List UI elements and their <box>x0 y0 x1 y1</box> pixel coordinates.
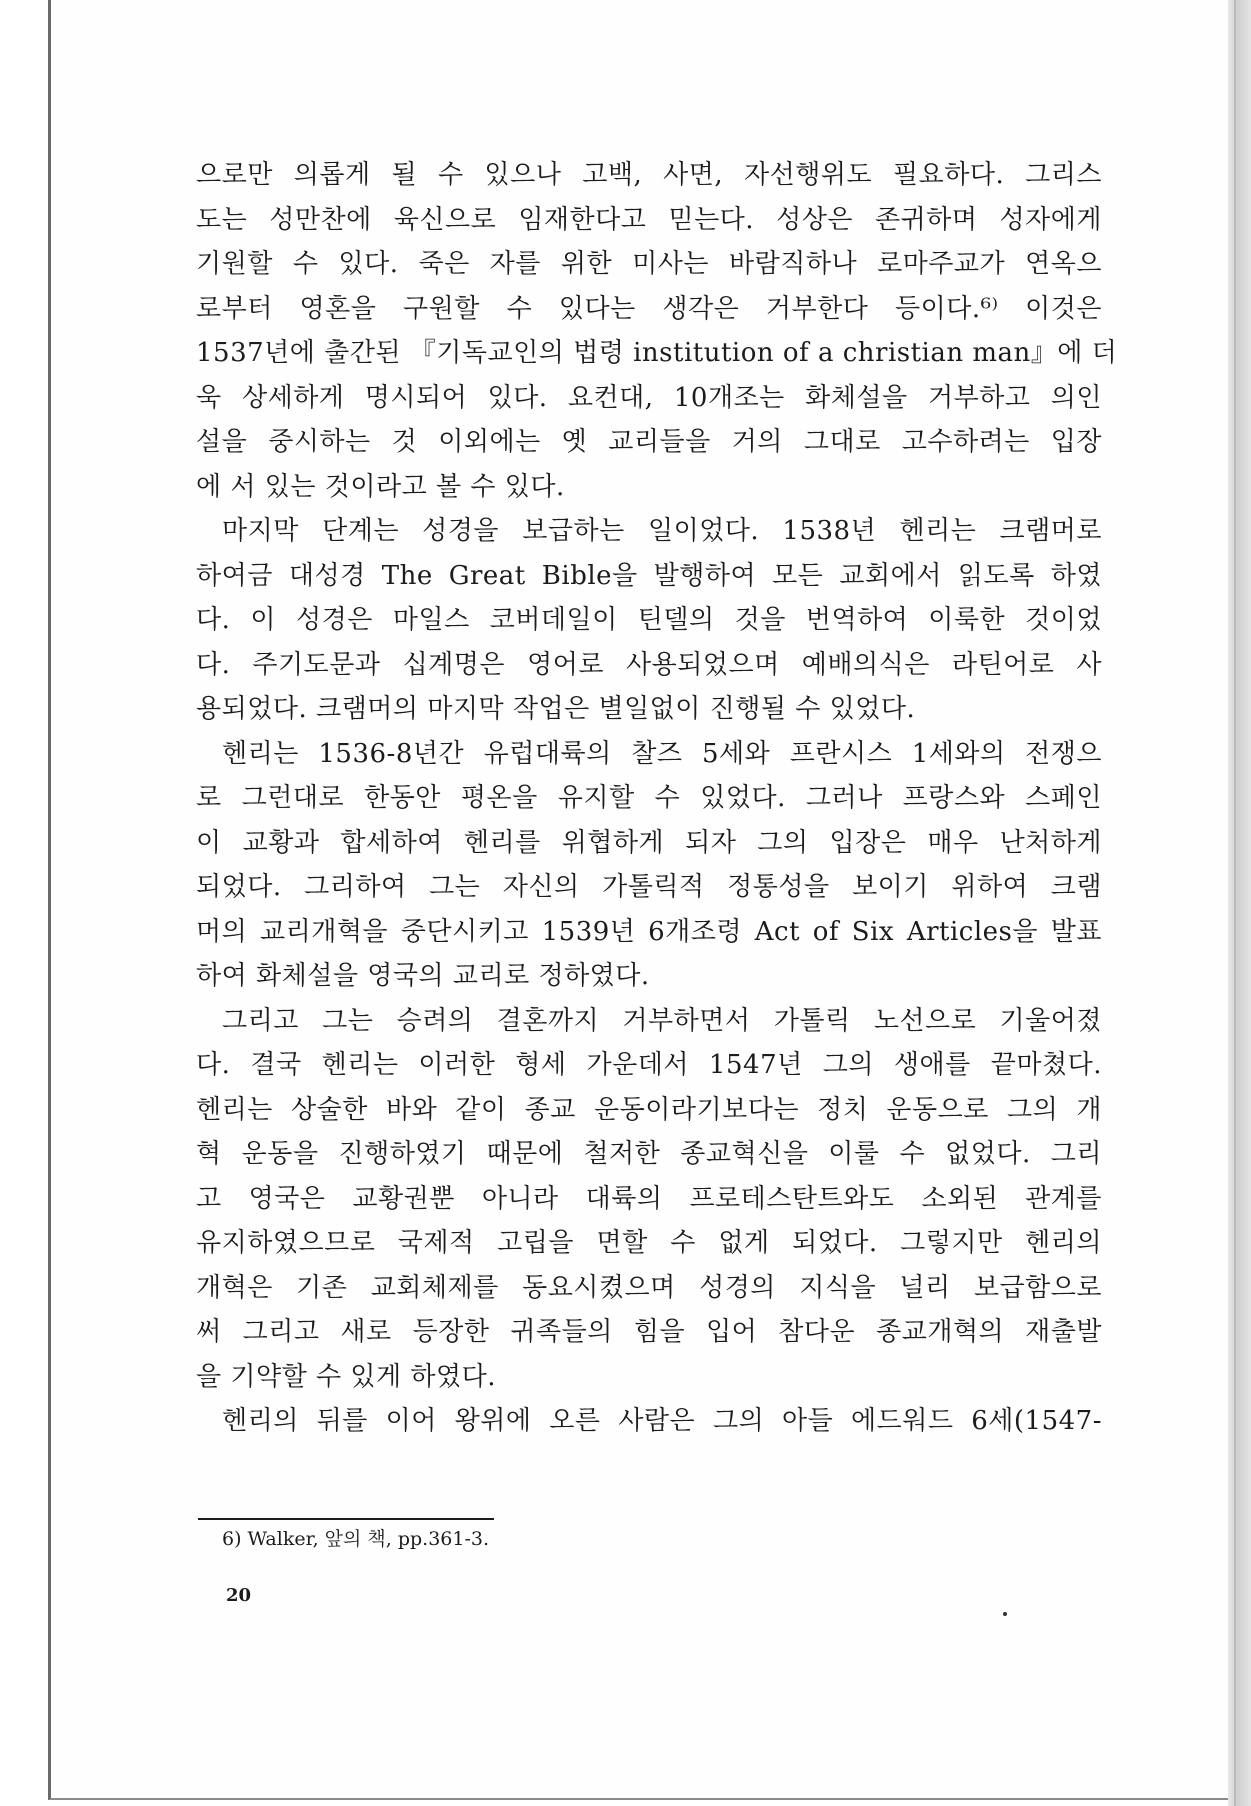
paragraph-1 <box>196 153 1118 509</box>
text-line: 설을 중시하는 것 이외에는 옛 교리들을 거의 그대로 고수하려는 입장 <box>196 427 1102 457</box>
text-line: 로 그런대로 한동안 평온을 유지할 수 있었다. 그러나 프랑스와 스페인 <box>196 783 1102 813</box>
footnote: 6) Walker, 앞의 책, pp.361-3. <box>222 1528 490 1550</box>
scan-speck <box>1003 1612 1007 1616</box>
text-line: 되었다. 그리하여 그는 자신의 가톨릭적 정통성을 보이기 위하여 크램 <box>196 872 1102 902</box>
text-line: 머의 교리개혁을 중단시키고 1539년 6개조령 Act of Six Articles을 발표 <box>196 916 1102 947</box>
text-line: 으로만 의롭게 될 수 있으나 고백, 사면, 자선행위도 필요하다. 그리스 <box>196 160 1102 190</box>
text-line: 다. 결국 헨리는 이러한 형세 가운데서 1547년 그의 생애를 끝마쳤다. <box>196 1050 1102 1080</box>
paragraph-2 <box>196 509 1102 732</box>
text-line: 하여금 대성경 The Great Bible을 발행하여 모든 교회에서 읽도록 하였 <box>196 560 1102 591</box>
text-line: 1537년에 출간된 『기독교인의 법령 institution of a christian man』에 더 <box>196 338 1118 368</box>
text-line: 마지막 단계는 성경을 보급하는 일이었다. 1538년 헨리는 크램머로 <box>222 516 1102 546</box>
text-line: 헨리는 상술한 바와 같이 종교 운동이라기보다는 정치 운동으로 그의 개 <box>196 1094 1102 1125</box>
page-edge-shadow <box>1228 0 1251 1806</box>
text-line: 다. 이 성경은 마일스 코버데일이 틴델의 것을 번역하여 이룩한 것이었 <box>196 605 1102 635</box>
text-line: 헨리의 뒤를 이어 왕위에 오른 사람은 그의 아들 에드워드 6세(1547- <box>222 1406 1102 1436</box>
footnote-divider <box>198 1518 494 1520</box>
text-line: 개혁은 기존 교회체제를 동요시켰으며 성경의 지식을 널리 보급함으로 <box>196 1272 1102 1303</box>
paragraph-4 <box>196 999 1102 1400</box>
text-line: 로부터 영혼을 구원할 수 있다는 생각은 거부한다 등이다.⁶⁾ 이것은 <box>196 293 1102 324</box>
text-line: 유지하였으므로 국제적 고립을 면할 수 없게 되었다. 그렇지만 헨리의 <box>196 1228 1102 1258</box>
text-line: 에 서 있는 것이라고 볼 수 있다. <box>196 471 565 502</box>
text-line: 하여 화체설을 영국의 교리로 정하였다. <box>196 961 650 991</box>
text-line: 헨리는 1536-8년간 유럽대륙의 찰즈 5세와 프란시스 1세와의 전쟁으 <box>222 738 1102 769</box>
text-line: 도는 성만찬에 육신으로 임재한다고 믿는다. 성상은 존귀하며 성자에게 <box>196 204 1102 235</box>
text-line: 고 영국은 교황권뿐 아니라 대륙의 프로테스탄트와도 소외된 관계를 <box>196 1183 1102 1214</box>
text-line: 혁 운동을 진행하였기 때문에 철저한 종교혁신을 이룰 수 없었다. 그리 <box>196 1139 1102 1169</box>
text-line: 그리고 그는 승려의 결혼까지 거부하면서 가톨릭 노선으로 기울어졌 <box>222 1005 1102 1036</box>
body-text <box>196 153 1118 1444</box>
text-line: 이 교황과 합세하여 헨리를 위협하게 되자 그의 입장은 매우 난처하게 <box>196 827 1102 858</box>
text-line: 용되었다. 크램머의 마지막 작업은 별일없이 진행될 수 있었다. <box>196 694 916 724</box>
text-line: 다. 주기도문과 십계명은 영어로 사용되었으며 예배의식은 라틴어로 사 <box>196 649 1102 680</box>
paragraph-5 <box>196 1399 1102 1444</box>
text-line: 기원할 수 있다. 죽은 자를 위한 미사는 바람직하나 로마주교가 연옥으 <box>196 249 1102 279</box>
paragraph-3 <box>196 732 1102 999</box>
text-line: 욱 상세하게 명시되어 있다. 요컨대, 10개조는 화체설을 거부하고 의인 <box>196 382 1102 413</box>
text-line: 을 기약할 수 있게 하였다. <box>196 1361 496 1392</box>
page-number: 20 <box>226 1585 252 1606</box>
text-line: 써 그리고 새로 등장한 귀족들의 힘을 입어 참다운 종교개혁의 재출발 <box>196 1317 1102 1347</box>
